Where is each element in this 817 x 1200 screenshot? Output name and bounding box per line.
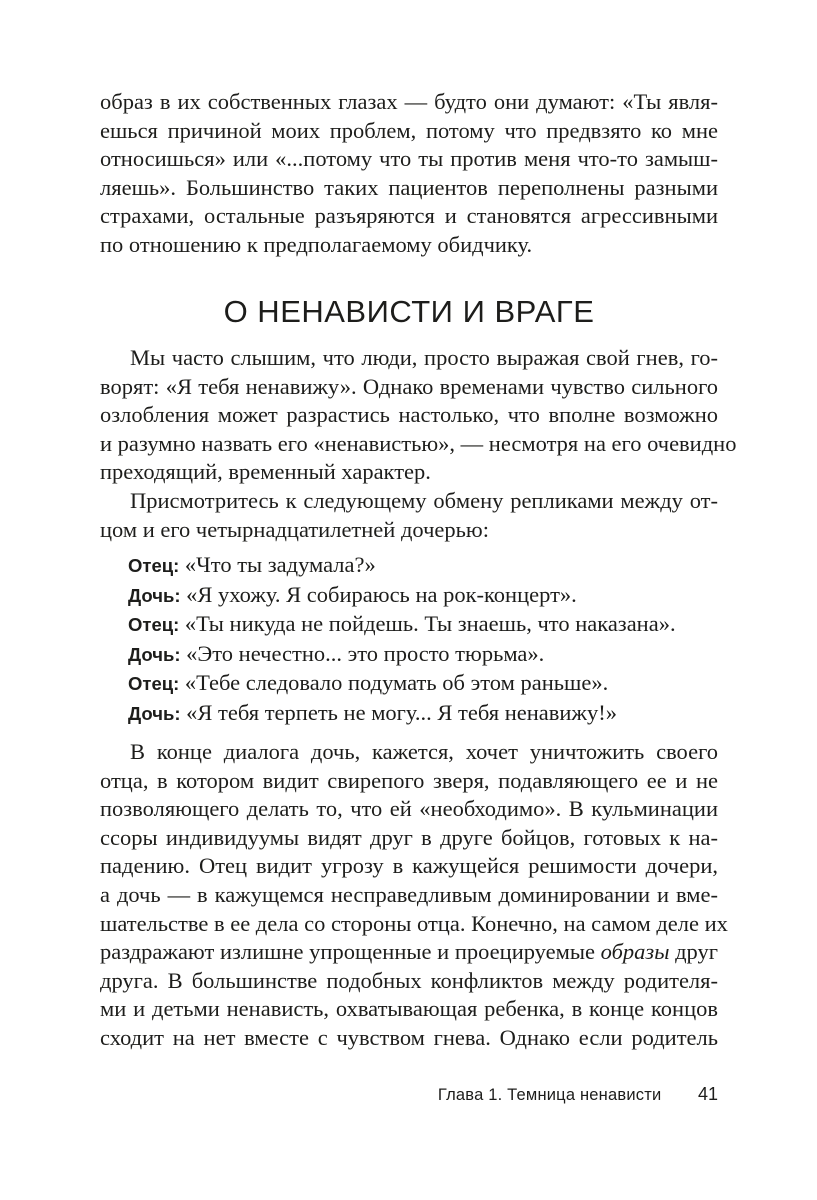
dialogue-text: «Что ты задумала?»	[179, 552, 376, 577]
text-line: страхами, остальные разъяряются и становятся агрессивными	[100, 203, 718, 229]
text-line: В конце диалога дочь, кажется, хочет уничтожить своего	[130, 739, 718, 764]
text-segment: раздражают излишне упрощенные и проецируемые	[100, 939, 601, 965]
speaker-label: Дочь:	[128, 584, 181, 606]
text-line: образ в их собственных глазах — будто они думают: «Ты явля-	[100, 89, 718, 114]
text-line: сходит на нет вместе с чувством гнева. Однако если родитель	[100, 1024, 718, 1050]
text-line: ворят: «Я тебя ненавижу». Однако временами чувство сильного	[100, 373, 718, 399]
dialogue-line	[128, 581, 718, 611]
dialogue-line	[128, 640, 718, 670]
page-footer	[438, 1082, 718, 1107]
intro-paragraph	[100, 88, 718, 260]
dialogue-text: «Тебе следовало подумать об этом раньше».	[179, 670, 609, 696]
italic-term: образы	[600, 939, 670, 965]
text-line: преходящий, временный характер.	[100, 459, 431, 485]
dialogue-line	[128, 551, 718, 581]
text-line: Мы часто слышим, что люди, просто выражая свой гнев, го-	[130, 345, 718, 370]
page-number: 41	[697, 1084, 718, 1104]
dialogue-line	[128, 610, 718, 640]
text-line	[100, 938, 718, 967]
text-line: ми и детьми ненависть, охватывающая ребенка, в конце концов	[100, 996, 718, 1022]
text-line: ешься причиной моих проблем, потому что предвзято ко мне	[100, 117, 718, 143]
speaker-label: Дочь:	[128, 702, 181, 724]
paragraph-exchange-intro	[100, 487, 718, 544]
text-line: отца, в котором видит свирепого зверя, подавляющего ее и не	[100, 767, 718, 793]
speaker-label: Дочь:	[128, 643, 181, 665]
text-line: озлобления может разрастись настолько, что вполне возможно	[100, 402, 718, 428]
text-line: падению. Отец видит угрозу в кажущейся решимости дочери,	[100, 853, 718, 879]
dialogue-line	[128, 669, 718, 699]
speaker-label: Отец:	[128, 614, 180, 636]
text-line: относишься» или «...потому что ты против меня что-то замыш-	[100, 146, 718, 172]
section-heading: О НЕНАВИСТИ И ВРАГЕ	[223, 294, 595, 329]
text-line: и разумно назвать его «ненавистью», — несмотря на его очевидно	[100, 430, 737, 456]
speaker-label: Отец:	[128, 673, 180, 695]
text-line: а дочь — в кажущемся несправедливым доминировании и вме-	[100, 881, 718, 907]
dialogue-text: «Я ухожу. Я собираюсь на рок-концерт».	[180, 581, 577, 607]
text-line: по отношению к предполагаемому обидчику.	[100, 231, 533, 257]
text-line: друга. В большинстве подобных конфликтов между родителя-	[100, 967, 718, 993]
text-line: позволяющего делать то, что ей «необходимо». В кульминации	[100, 796, 718, 822]
dialogue-block	[128, 551, 718, 729]
text-line: Присмотритесь к следующему обмену репликами между от-	[130, 488, 718, 513]
chapter-title: Глава 1. Темница ненависти	[437, 1086, 662, 1104]
speaker-label: Отец:	[128, 555, 180, 576]
paragraph-hatred	[100, 344, 737, 487]
text-line: ссоры индивидуумы видят друг в друге бойцов, готовых к на-	[100, 824, 718, 850]
text-segment: друг	[669, 939, 718, 965]
text-line: ляешь». Большинство таких пациентов переполнены разными	[100, 174, 718, 200]
dialogue-text: «Ты никуда не пойдешь. Ты знаешь, что наказана».	[179, 611, 676, 637]
text-line: шательстве в ее дела со стороны отца. Конечно, на самом деле их	[100, 910, 728, 936]
paragraph-analysis	[100, 738, 728, 1053]
dialogue-text: «Я тебя терпеть не могу... Я тебя ненавижу!»	[180, 699, 617, 725]
dialogue-line	[128, 699, 718, 729]
dialogue-text: «Это нечестно... это просто тюрьма».	[180, 640, 545, 666]
text-line: цом и его четырнадцатилетней дочерью:	[100, 516, 489, 542]
